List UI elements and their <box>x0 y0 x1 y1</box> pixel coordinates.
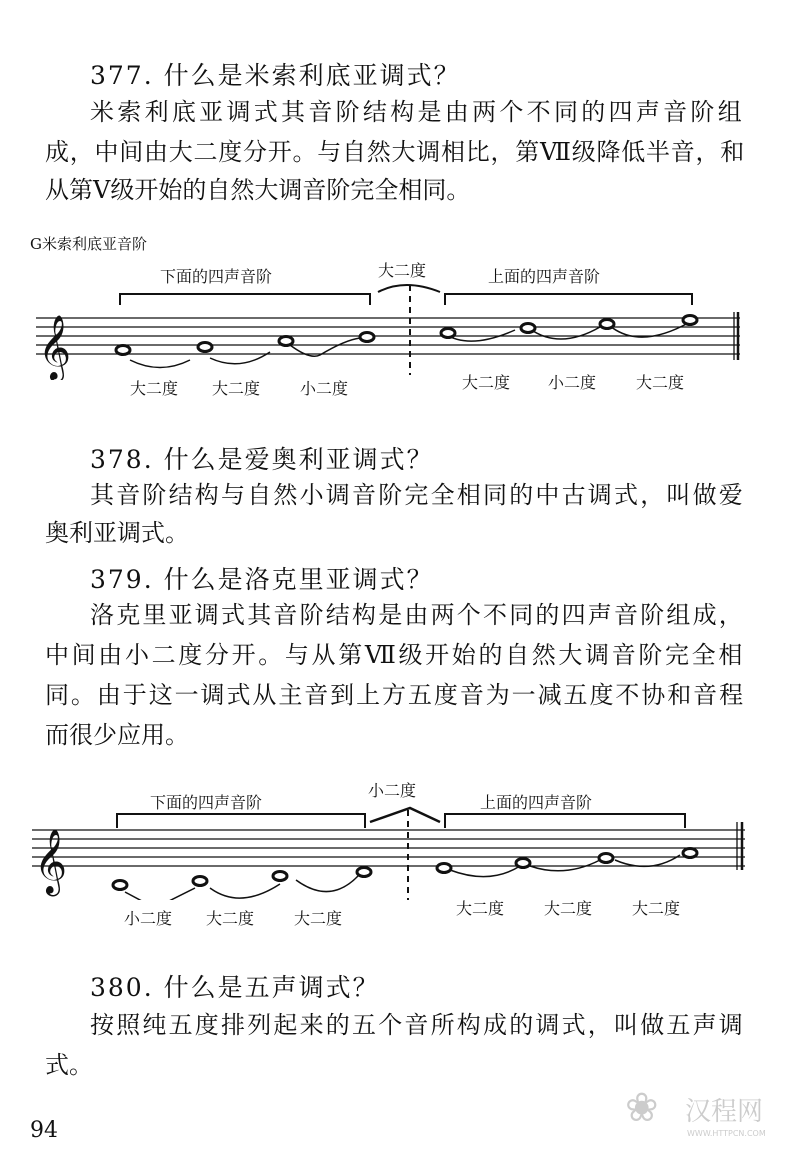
upper-tetrachord-label: 上面的四声音阶 <box>488 267 601 286</box>
interval-label: 大二度 <box>294 909 343 928</box>
paragraph-line: 奥利亚调式。 <box>45 519 189 547</box>
paragraph-line: 式。 <box>45 1051 93 1079</box>
notes <box>116 316 697 355</box>
interval-label: 大二度 <box>632 899 681 918</box>
paragraph-line: 成，中间由大二度分开。与自然大调相比，第Ⅶ级降低半音，和 <box>45 138 745 166</box>
interval-label: 大二度 <box>206 909 255 928</box>
watermark-url: WWW.HTTPCN.COM <box>687 1129 766 1138</box>
svg-text:𝄞: 𝄞 <box>38 315 72 380</box>
interval-label: 小二度 <box>300 379 349 398</box>
music-staff-1 <box>0 280 797 380</box>
paragraph-line: 从第Ⅴ级开始的自然大调音阶完全相同。 <box>45 176 471 204</box>
paragraph-line: 按照纯五度排列起来的五个音所构成的调式，叫做五声调 <box>90 1011 745 1039</box>
interval-label: 小二度 <box>124 909 173 928</box>
upper-tetrachord-label: 上面的四声音阶 <box>480 793 593 812</box>
section-heading-379: 379. 什么是洛克里亚调式？ <box>90 565 434 594</box>
paragraph-line: 米索利底亚调式其音阶结构是由两个不同的四声音阶组 <box>90 98 745 126</box>
paragraph-line: 中间由小二度分开。与从第Ⅶ级开始的自然大调音阶完全相 <box>45 641 745 669</box>
section-heading-377: 377. 什么是米索利底亚调式？ <box>90 61 461 90</box>
interval-label: 大二度 <box>130 379 179 398</box>
watermark-logo-icon: ❀ <box>625 1085 659 1131</box>
scale-caption: G米索利底亚音阶 <box>30 235 147 253</box>
lower-tetrachord-label: 下面的四声音阶 <box>160 267 273 286</box>
page-number: 94 <box>30 1118 58 1143</box>
interval-label: 大二度 <box>456 899 505 918</box>
treble-clef-icon <box>38 315 71 380</box>
watermark <box>625 1085 795 1145</box>
svg-text:𝄞: 𝄞 <box>34 829 68 894</box>
paragraph-line: 同。由于这一调式从主音到上方五度音为一减五度不协和音程 <box>45 681 745 709</box>
watermark-name: 汉程网 <box>685 1097 764 1127</box>
treble-clef-icon <box>34 829 67 896</box>
section-heading-380: 380. 什么是五声调式？ <box>90 973 380 1002</box>
paragraph-line: 而很少应用。 <box>45 721 189 749</box>
interval-label: 大二度 <box>462 373 511 392</box>
interval-label: 大二度 <box>212 379 261 398</box>
notes <box>113 849 697 890</box>
lower-tetrachord-label: 下面的四声音阶 <box>150 793 263 812</box>
music-staff-2 <box>0 800 797 900</box>
middle-interval-label: 大二度 <box>378 261 427 280</box>
paragraph-line: 其音阶结构与自然小调音阶完全相同的中古调式，叫做爱 <box>90 481 745 509</box>
section-heading-378: 378. 什么是爱奥利亚调式？ <box>90 445 434 474</box>
interval-label: 大二度 <box>636 373 685 392</box>
middle-interval-label: 小二度 <box>368 781 417 800</box>
paragraph-line: 洛克里亚调式其音阶结构是由两个不同的四声音阶组成， <box>90 601 745 629</box>
interval-label: 大二度 <box>544 899 593 918</box>
interval-label: 小二度 <box>548 373 597 392</box>
